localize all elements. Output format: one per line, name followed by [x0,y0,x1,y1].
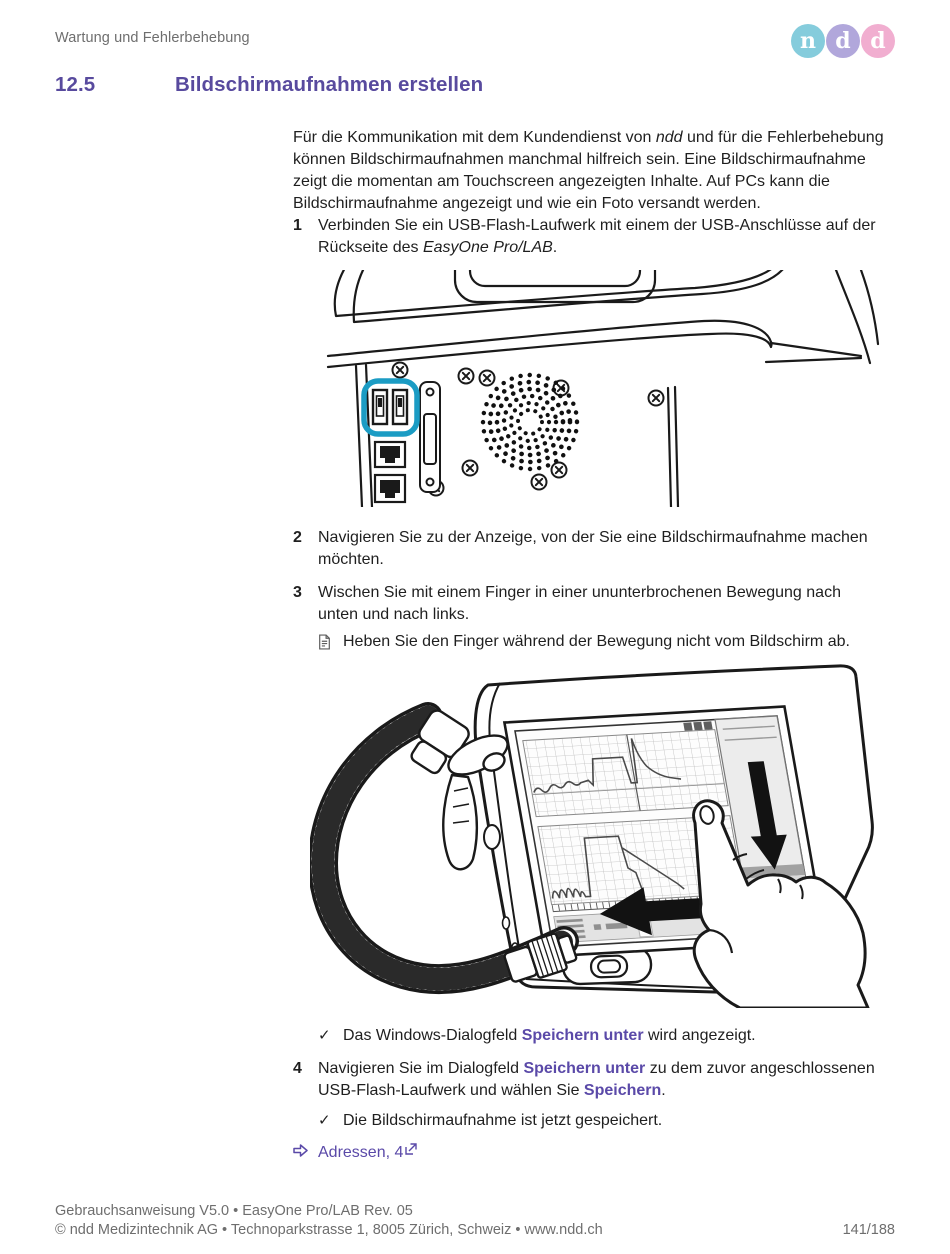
note-icon [318,631,343,657]
step-number: 1 [293,217,302,234]
toolbar-square [683,722,692,730]
section-heading [55,73,483,97]
result-row-1 [318,1025,885,1047]
result-row-2 [318,1110,885,1132]
step-number: 4 [293,1060,302,1077]
usb-ports [373,390,407,424]
step-number: 2 [293,529,302,546]
side-mount-hole [484,825,500,849]
note-text: Heben Sie den Finger während der Bewegung nicht vom Bildschirm ab. [343,633,850,650]
result-1-text: Das Windows-Dialogfeld [343,1027,522,1044]
intro-text-2: und für die Fehlerbehebung können Bildschirmaufnahmen manchmal hilfreich sein. Eine Bildschirmaufnahme zeigt die momentan am Touchscreen angezeigten Inhalte. Auf PCs kann die Bildschirmaufnahme angezeigt und wie ein Foto versandt werden. [293,129,884,212]
intro-text: Für die Kommunikation mit dem Kundendienst von [293,129,656,146]
section-number: 12.5 [55,73,96,96]
logo-circle-n: n [791,24,825,58]
result-text: Die Bildschirmaufnahme ist jetzt gespeichert. [343,1112,663,1129]
step-text: Navigieren Sie zu der Anzeige, von der Sie eine Bildschirmaufnahme machen möchten. [318,529,868,568]
check-icon: ✓ [318,1027,331,1044]
step-item-4 [293,1058,885,1102]
ethernet-ports [375,442,405,502]
breadcrumb: Wartung und Fehlerbehebung [55,30,250,46]
speaker-grille [483,375,577,469]
io-plate [420,382,440,492]
ndd-logo [790,24,895,58]
dialog-name-highlight: Speichern unter [521,1027,644,1044]
side-hole-small-1 [503,917,510,929]
step-4-text: Navigieren Sie im Dialogfeld [318,1060,524,1077]
step-1-text-end: . [552,239,558,256]
back-panel-illustration [320,270,885,507]
step-item-1 [293,215,885,259]
logo-circle-d2: d [861,24,895,58]
content-column [293,127,885,1164]
crossref-row [293,1142,885,1164]
check-icon: ✓ [318,1112,331,1129]
step-text: Wischen Sie mit einem Finger in einer ununterbrochenen Bewegung nach unten und nach links. [318,584,841,623]
toolbar-square [703,721,712,729]
page-header [55,24,895,58]
step-number: 3 [293,584,302,601]
swipe-gesture-illustration [310,663,875,1008]
crossref-label[interactable]: Adressen, 4 [318,1144,404,1161]
toolbar-square [693,722,702,730]
step-4-text-end: . [661,1082,666,1099]
step-item-3 [293,582,885,626]
step-4-text-mid: zu dem zuvor angeschlossenen USB-Flash-Laufwerk und wählen Sie [318,1060,875,1099]
external-link-icon [405,1140,417,1162]
figure-back-panel [320,270,885,514]
step-item-2 [293,527,885,571]
result-1-text-end: wird angezeigt. [643,1027,756,1044]
crossref-link[interactable] [318,1142,417,1164]
result-text [343,1025,756,1047]
crossref-arrow-icon [293,1142,318,1164]
intro-paragraph [293,127,885,215]
figure-swipe-gesture [310,663,885,1015]
product-name-italic: EasyOne Pro/LAB [422,239,553,256]
step-1-text: Verbinden Sie ein USB-Flash-Laufwerk mit einem der USB-Anschlüsse auf der Rückseite des [318,217,876,256]
page-footer [55,1202,895,1240]
dialog-name-highlight: Speichern unter [523,1060,646,1077]
housing-shelf-line [771,343,861,356]
note-row [318,631,885,657]
button-name-highlight: Speichern [583,1082,662,1099]
logo-circle-d1: d [826,24,860,58]
section-title: Bildschirmaufnahmen erstellen [175,73,484,96]
step-text [318,1058,885,1102]
intro-brand-italic: ndd [655,129,683,146]
step-text [318,215,885,259]
page-number: 141/188 [842,1222,895,1238]
footer-line-2: © ndd Medizintechnik AG • Technoparkstrasse 1, 8005 Zürich, Schweiz • www.ndd.ch [55,1222,603,1238]
footer-line-1: Gebrauchsanweisung V5.0 • EasyOne Pro/LAB Rev. 05 [55,1203,413,1219]
